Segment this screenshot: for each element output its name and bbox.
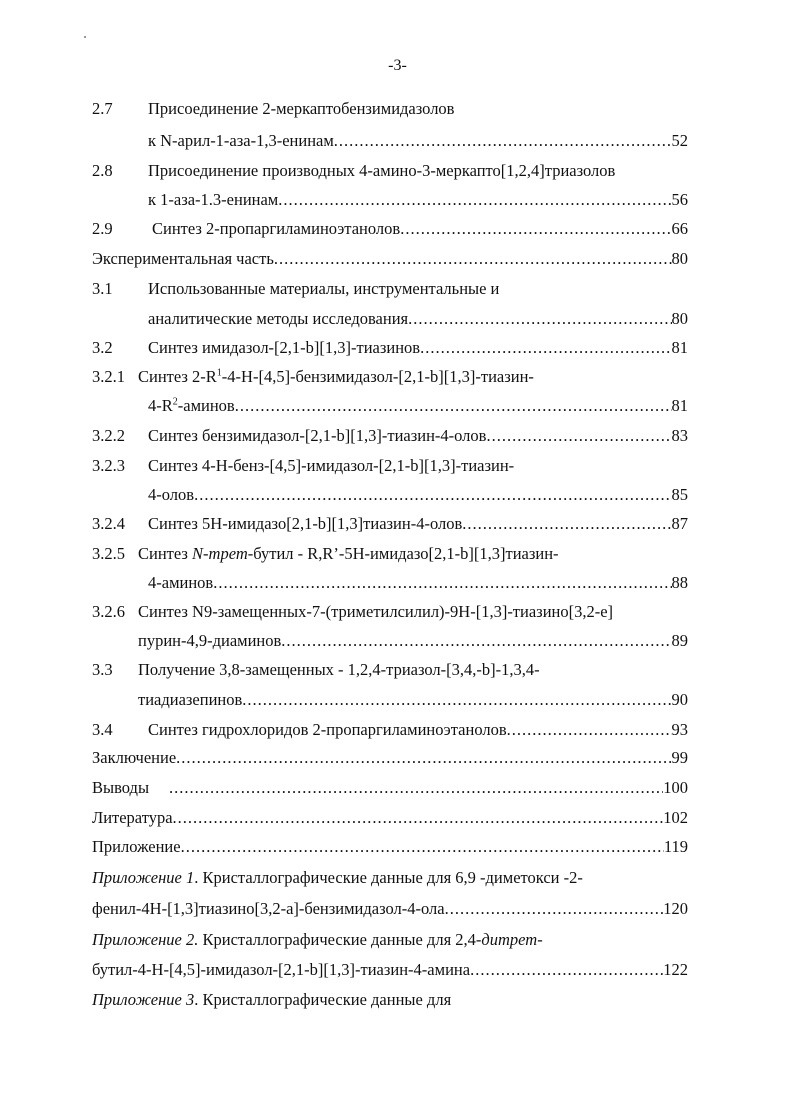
toc-entry-appendix-2[interactable]: [92, 960, 688, 980]
leader-dots: [445, 899, 664, 919]
toc-entry-findings-title: Выводы: [92, 778, 150, 797]
leader-dots: [173, 808, 664, 828]
toc-entry-3-2-5-title: [138, 544, 559, 564]
title-part: -: [537, 930, 543, 949]
toc-entry-3-2-3[interactable]: [148, 485, 688, 505]
toc-entry-2-8-title-cont: к 1-аза-1.3-енинам: [148, 190, 279, 209]
toc-page-literature: 102: [663, 808, 688, 827]
toc-page-3-2-5: 88: [671, 573, 688, 592]
toc-page-2-7: 52: [671, 131, 688, 150]
toc-page-findings: 100: [663, 778, 688, 797]
toc-entry-experimental-title: Экспериментальная часть: [92, 249, 274, 268]
title-part: 4-R: [148, 396, 173, 415]
toc-entry-2-9[interactable]: [152, 219, 688, 239]
toc-entry-literature[interactable]: [92, 808, 688, 828]
toc-entry-3-2-6[interactable]: [138, 631, 688, 651]
toc-page-2-8: 56: [671, 190, 688, 209]
toc-entry-3-1-title-cont: аналитические методы исследования: [148, 309, 409, 328]
toc-num-3-2-4: 3.2.4: [92, 514, 125, 533]
toc-entry-2-7-title-cont: к N-арил-1-аза-1,3-енинам: [148, 131, 334, 150]
toc-entry-2-8[interactable]: [148, 190, 688, 210]
toc-entry-2-9-title: Синтез 2-пропаргиламиноэтанолов: [152, 219, 401, 238]
appendix-label: Приложение 1: [92, 868, 195, 887]
leader-dots: [507, 720, 672, 740]
superscript: 2: [172, 396, 178, 408]
leader-dots: [235, 396, 672, 416]
leader-dots: [470, 960, 663, 980]
leader-dots: [281, 631, 671, 651]
toc-entry-3-2-3-title: Синтез 4-Н-бенз-[4,5]-имидазол-[2,1-b][1,3]-тиазин-: [148, 456, 515, 475]
toc-entry-2-7[interactable]: [148, 131, 688, 151]
appendix-label: Приложение 3: [92, 990, 195, 1009]
toc-entry-appendix[interactable]: [92, 837, 688, 857]
toc-page-3-2-1: 81: [671, 396, 688, 415]
toc-entry-3-4-title: Синтез гидрохлоридов 2-пропаргиламиноэтанолов: [148, 720, 507, 739]
title-part-italic: N-трет: [192, 544, 248, 563]
title-part: -4-Н-[4,5]-бензимидазол-[2,1-b][1,3]-тиазин-: [221, 367, 534, 386]
toc-num-2-8: 2.8: [92, 161, 113, 180]
toc-page-3-2: 81: [671, 338, 688, 357]
toc-page-3-2-4: 87: [671, 514, 688, 533]
toc-entry-appendix-3-title: [92, 990, 451, 1010]
leader-dots: [408, 309, 671, 329]
leader-dots: [169, 778, 663, 798]
toc-entry-3-2-6-title: Синтез N9-замещенных-7-(триметилсилил)-9Н-[1,3]-тиазино[3,2-е]: [138, 602, 614, 621]
leader-dots: [242, 690, 671, 710]
toc-entry-3-1[interactable]: [148, 309, 688, 329]
toc-entry-3-3-title: Получение 3,8-замещенных - 1,2,4-триазол-[3,4,-b]-1,3,4-: [138, 660, 540, 679]
toc-entry-3-2-1-title-cont: [148, 396, 235, 416]
toc-num-3-2-6: 3.2.6: [92, 602, 125, 621]
title-part: . Кристаллографические данные для: [194, 990, 452, 1009]
leader-dots: [334, 131, 672, 151]
toc-entry-3-2-2[interactable]: [148, 426, 688, 446]
toc-page-3-2-3: 85: [671, 485, 688, 504]
toc-page-3-2-2: 83: [671, 426, 688, 445]
toc-entry-3-2[interactable]: [148, 338, 688, 358]
toc-entry-3-4[interactable]: [148, 720, 688, 740]
toc-num-3-3: 3.3: [92, 660, 113, 679]
leader-dots: [176, 748, 671, 768]
toc-entry-findings[interactable]: [92, 778, 688, 798]
toc-num-3-2-1: 3.2.1: [92, 367, 125, 386]
toc-entry-3-2-title: Синтез имидазол-[2,1-b][1,3]-тиазинов: [148, 338, 421, 357]
leader-dots: [274, 249, 672, 269]
toc-entry-appendix-1-title: [92, 868, 583, 888]
toc-entry-3-3-title-cont: тиадиазепинов: [138, 690, 243, 709]
leader-dots: [486, 426, 671, 446]
toc-page-3-2-6: 89: [671, 631, 688, 650]
toc-entry-conclusion[interactable]: [92, 748, 688, 768]
toc-num-3-2-3: 3.2.3: [92, 456, 125, 475]
title-part: Синтез: [138, 544, 193, 563]
toc-page-appendix-2: 122: [663, 960, 688, 979]
toc-entry-experimental[interactable]: [92, 249, 688, 269]
toc-entry-3-2-2-title: Синтез бензимидазол-[2,1-b][1,3]-тиазин-4-олов: [148, 426, 487, 445]
toc-num-3-1: 3.1: [92, 279, 113, 298]
toc-page-conclusion: 99: [671, 748, 688, 767]
toc-entry-appendix-1-title-cont: фенил-4Н-[1,3]тиазино[3,2-a]-бензимидазол-4-ола: [92, 899, 445, 918]
toc-num-2-9: 2.9: [92, 219, 113, 238]
title-part: -бутил - R,R’-5H-имидазо[2,1-b][1,3]тиазин-: [247, 544, 559, 563]
toc-entry-3-3[interactable]: [138, 690, 688, 710]
toc-page-3-3: 90: [671, 690, 688, 709]
scan-speck: [84, 36, 86, 38]
leader-dots: [462, 514, 671, 534]
toc-num-3-2-2: 3.2.2: [92, 426, 125, 445]
superscript: 1: [216, 367, 222, 379]
toc-entry-conclusion-title: Заключение: [92, 748, 177, 767]
toc-entry-3-1-title: Использованные материалы, инструментальные и: [148, 279, 500, 298]
toc-entry-appendix-2-title-cont: бутил-4-Н-[4,5]-имидазол-[2,1-b][1,3]-тиазин-4-амина: [92, 960, 471, 979]
leader-dots: [181, 837, 664, 857]
leader-dots: [400, 219, 671, 239]
toc-page-experimental: 80: [671, 249, 688, 268]
toc-entry-2-8-title: Присоединение производных 4-амино-3-меркапто[1,2,4]триазолов: [148, 161, 616, 180]
leader-dots: [420, 338, 671, 358]
appendix-label: Приложение 2.: [92, 930, 199, 949]
toc-entry-3-2-6-title-cont: пурин-4,9-диаминов: [138, 631, 282, 650]
toc-entry-3-2-5-title-cont: 4-аминов: [148, 573, 214, 592]
toc-entry-literature-title: Литература: [92, 808, 173, 827]
title-part: Синтез 2-R: [138, 367, 217, 386]
toc-entry-3-2-1-title: [138, 367, 534, 387]
toc-page-3-4: 93: [671, 720, 688, 739]
leader-dots: [194, 485, 671, 505]
toc-entry-2-7-title: Присоединение 2-меркаптобензимидазолов: [148, 99, 455, 118]
toc-entry-3-2-1[interactable]: [148, 396, 688, 416]
toc-entry-appendix-1[interactable]: [92, 899, 688, 919]
page-number: -3-: [388, 57, 407, 74]
title-part: . Кристаллографические данные для 6,9 -диметокси -2-: [194, 868, 583, 887]
leader-dots: [213, 573, 671, 593]
title-part-italic: дитрет: [481, 930, 538, 949]
toc-page-appendix-1: 120: [663, 899, 688, 918]
toc-entry-appendix-2-title: [92, 930, 543, 950]
toc-num-3-4: 3.4: [92, 720, 113, 739]
toc-entry-3-2-4[interactable]: [148, 514, 688, 534]
toc-num-2-7: 2.7: [92, 99, 113, 118]
toc-entry-3-2-4-title: Синтез 5H-имидазо[2,1-b][1,3]тиазин-4-олов: [148, 514, 463, 533]
leader-dots: [278, 190, 671, 210]
toc-num-3-2-5: 3.2.5: [92, 544, 125, 563]
toc-page-appendix: 119: [663, 837, 688, 856]
toc-entry-3-2-3-title-cont: 4-олов: [148, 485, 195, 504]
toc-entry-appendix-title: Приложение: [92, 837, 181, 856]
title-part: -аминов: [177, 396, 235, 415]
toc-num-3-2: 3.2: [92, 338, 113, 357]
toc-page-2-9: 66: [671, 219, 688, 238]
toc-entry-3-2-5[interactable]: [148, 573, 688, 593]
title-part: Кристаллографические данные для 2,4-: [198, 930, 482, 949]
toc-page-3-1: 80: [671, 309, 688, 328]
